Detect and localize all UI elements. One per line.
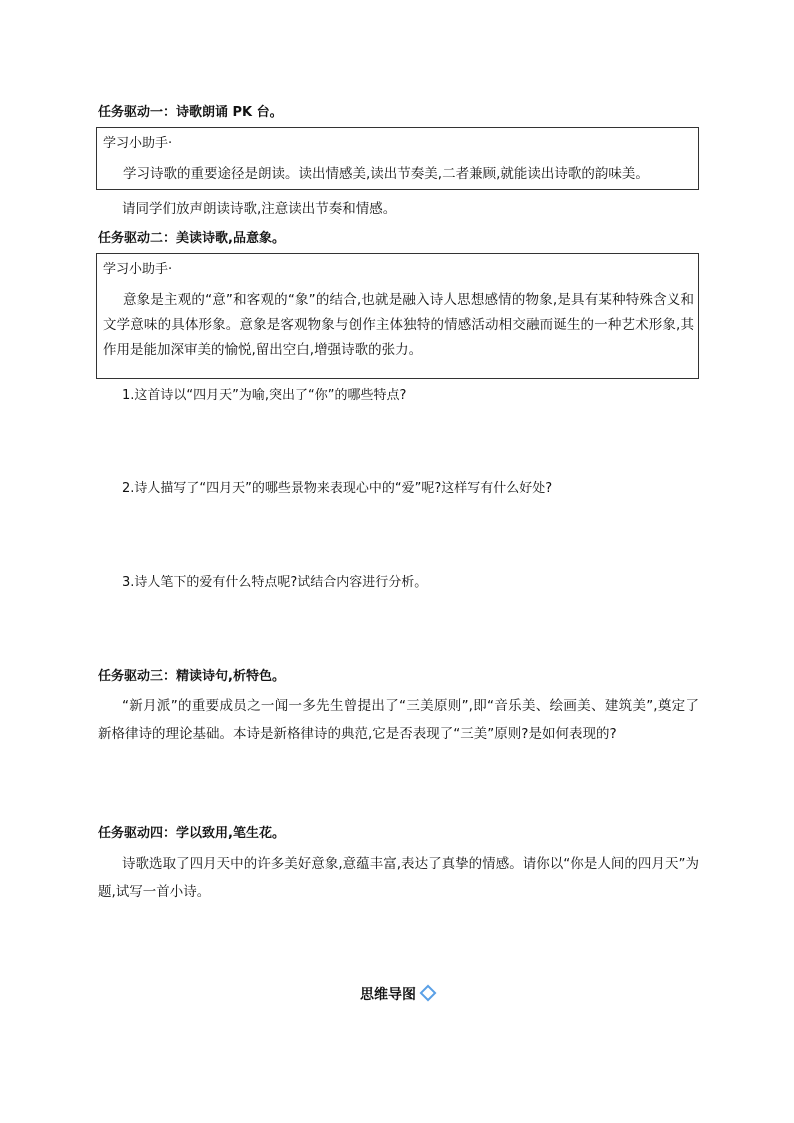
task4-title: 任务驱动四：学以致用,笔生花。 — [98, 826, 285, 841]
task4-text: 诗歌选取了四月天中的许多美好意象,意蕴丰富,表达了真挚的情感。请你以“你是人间的四月天”为题,试写一首小诗。 — [98, 856, 699, 900]
task2-helper-box — [96, 253, 699, 379]
task2-helper-label: 学习小助手· — [103, 262, 173, 277]
task2-question-1: 1.这首诗以“四月天”为喻,突出了“你”的哪些特点? — [122, 388, 407, 403]
diamond-icon — [420, 985, 437, 1002]
task2-question-3: 3.诗人笔下的爱有什么特点呢?试结合内容进行分析。 — [122, 575, 428, 590]
task2-title: 任务驱动二：美读诗歌,品意象。 — [98, 231, 285, 246]
task3-text: “新月派”的重要成员之一闻一多先生曾提出了“三美原则”,即“音乐美、绘画美、建筑美”,奠定了新格律诗的理论基础。本诗是新格律诗的典范,它是否表现了“三美”原则?是如何表现的? — [98, 698, 699, 742]
task1-helper-box — [96, 127, 699, 190]
mindmap-heading — [0, 985, 794, 1005]
task1-helper-label: 学习小助手· — [103, 136, 173, 151]
task1-helper-text: 学习诗歌的重要途径是朗读。读出情感美,读出节奏美,二者兼顾,就能读出诗歌的韵味美。 — [123, 166, 649, 182]
mindmap-title: 思维导图 — [360, 987, 416, 1003]
task1-title: 任务驱动一：诗歌朗诵 PK 台。 — [98, 105, 283, 120]
task1-instruction: 请同学们放声朗读诗歌,注意读出节奏和情感。 — [122, 201, 397, 217]
task2-question-2: 2.诗人描写了“四月天”的哪些景物来表现心中的“爱”呢?这样写有什么好处? — [122, 481, 553, 496]
task2-helper-text: 意象是主观的“意”和客观的“象”的结合,也就是融入诗人思想感情的物象,是具有某种特殊含义和文学意味的具体形象。意象是客观物象与创作主体独特的情感活动相交融而诞生的一种艺术形象,其作用是能加深审美的愉悦,留出空白,增强诗歌的张力。 — [103, 292, 694, 358]
task3-title: 任务驱动三：精读诗句,析特色。 — [98, 669, 285, 684]
